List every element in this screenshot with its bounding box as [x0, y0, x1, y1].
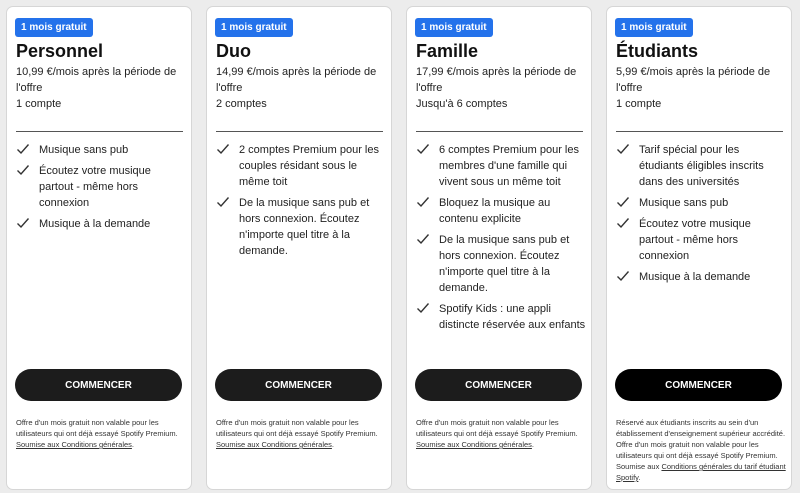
free-trial-badge: 1 mois gratuit — [415, 18, 493, 37]
divider — [216, 131, 383, 132]
fine-print-end: . — [131, 440, 134, 449]
fine-print-text: Offre d'un mois gratuit non valable pour les utilisateurs qui ont déjà essayé Spotify Premium. — [16, 418, 178, 438]
feature-list — [616, 142, 786, 290]
fine-print-end: . — [638, 473, 641, 482]
checkmark-icon — [16, 142, 30, 156]
plan-title: Famille — [416, 41, 479, 61]
checkmark-icon — [16, 216, 30, 230]
plan-accounts: Jusqu'à 6 comptes — [416, 98, 508, 110]
fine-print-end: . — [531, 440, 534, 449]
checkmark-icon — [216, 142, 230, 156]
plan-card-famille — [406, 6, 592, 490]
fine-print — [416, 417, 586, 450]
feature-text: De la musique sans pub et hors connexion. Écoutez n'importe quel titre à la demande. — [439, 234, 570, 294]
divider — [16, 131, 183, 132]
plan-card-etudiants — [606, 6, 792, 490]
feature-list — [216, 142, 386, 264]
feature-text: Musique sans pub — [39, 144, 129, 156]
plan-accounts: 2 comptes — [216, 98, 267, 110]
feature-item — [416, 232, 586, 296]
fine-print — [616, 417, 786, 483]
checkmark-icon — [616, 142, 630, 156]
divider — [416, 131, 583, 132]
fine-print-end: . — [331, 440, 334, 449]
plan-title: Personnel — [16, 41, 104, 61]
free-trial-badge: 1 mois gratuit — [615, 18, 693, 37]
feature-item — [16, 142, 186, 158]
checkmark-icon — [216, 195, 230, 209]
plan-title: Duo — [216, 41, 251, 61]
feature-item — [416, 301, 586, 333]
feature-item — [416, 142, 586, 190]
checkmark-icon — [416, 232, 430, 246]
feature-text: Spotify Kids : une appli distincte réservée aux enfants — [439, 303, 586, 331]
feature-text: Musique à la demande — [639, 271, 751, 283]
plan-card-duo — [206, 6, 392, 490]
free-trial-badge: 1 mois gratuit — [15, 18, 93, 37]
plan-price: 10,99 €/mois après la période de l'offre — [16, 66, 177, 94]
start-button[interactable]: COMMENCER — [15, 369, 182, 401]
fine-print-text: Offre d'un mois gratuit non valable pour les utilisateurs qui ont déjà essayé Spotify Premium. — [416, 418, 578, 438]
terms-link[interactable]: Soumise aux Conditions générales — [216, 440, 332, 449]
feature-text: Musique à la demande — [39, 218, 151, 230]
divider — [616, 131, 783, 132]
feature-text: Écoutez votre musique partout - même hors connexion — [639, 218, 751, 262]
feature-list — [416, 142, 586, 338]
plan-title: Étudiants — [616, 41, 699, 61]
terms-link[interactable]: Conditions générales du tarif étudiant Spotify — [616, 462, 786, 482]
feature-item — [616, 142, 786, 190]
plan-accounts: 1 compte — [16, 98, 62, 110]
feature-item — [16, 163, 186, 211]
plan-accounts: 1 compte — [616, 98, 662, 110]
feature-text: 6 comptes Premium pour les membres d'une famille qui vivent sous un même toit — [439, 144, 579, 188]
feature-item — [216, 195, 386, 259]
checkmark-icon — [416, 195, 430, 209]
start-button[interactable]: COMMENCER — [615, 369, 782, 401]
feature-text: Écoutez votre musique partout - même hors connexion — [39, 165, 151, 209]
feature-item — [416, 195, 586, 227]
checkmark-icon — [16, 163, 30, 177]
checkmark-icon — [416, 301, 430, 315]
feature-item — [616, 269, 786, 285]
feature-item — [616, 195, 786, 211]
plan-price: 14,99 €/mois après la période de l'offre — [216, 66, 377, 94]
fine-print-text: Offre d'un mois gratuit non valable pour les utilisateurs qui ont déjà essayé Spotify Premium. — [216, 418, 378, 438]
feature-item — [216, 142, 386, 190]
feature-list — [16, 142, 186, 237]
free-trial-badge: 1 mois gratuit — [215, 18, 293, 37]
feature-text: Bloquez la musique au contenu explicite — [439, 197, 551, 225]
terms-link[interactable]: Soumise aux Conditions générales — [416, 440, 532, 449]
fine-print — [16, 417, 186, 450]
start-button[interactable]: COMMENCER — [415, 369, 582, 401]
plan-price: 5,99 €/mois après la période de l'offre — [616, 66, 771, 94]
feature-text: Musique sans pub — [639, 197, 729, 209]
feature-item — [16, 216, 186, 232]
fine-print — [216, 417, 386, 450]
feature-item — [616, 216, 786, 264]
plan-card-personnel — [6, 6, 192, 490]
start-button[interactable]: COMMENCER — [215, 369, 382, 401]
checkmark-icon — [616, 195, 630, 209]
feature-text: De la musique sans pub et hors connexion. Écoutez n'importe quel titre à la demande. — [239, 197, 370, 257]
feature-text: 2 comptes Premium pour les couples résidant sous le même toit — [239, 144, 379, 188]
checkmark-icon — [616, 216, 630, 230]
checkmark-icon — [416, 142, 430, 156]
terms-link[interactable]: Soumise aux Conditions générales — [16, 440, 132, 449]
feature-text: Tarif spécial pour les étudiants éligibles inscrits dans des universités — [639, 144, 764, 188]
plan-price: 17,99 €/mois après la période de l'offre — [416, 66, 577, 94]
fine-print-text: Réservé aux étudiants inscrits au sein d'un établissement d'enseignement supérieur accrédité. Offre d'un mois gratuit non valable pour les utilisateurs qui ont déjà essayé Spotify Premium. Soumise aux — [616, 418, 786, 471]
checkmark-icon — [616, 269, 630, 283]
